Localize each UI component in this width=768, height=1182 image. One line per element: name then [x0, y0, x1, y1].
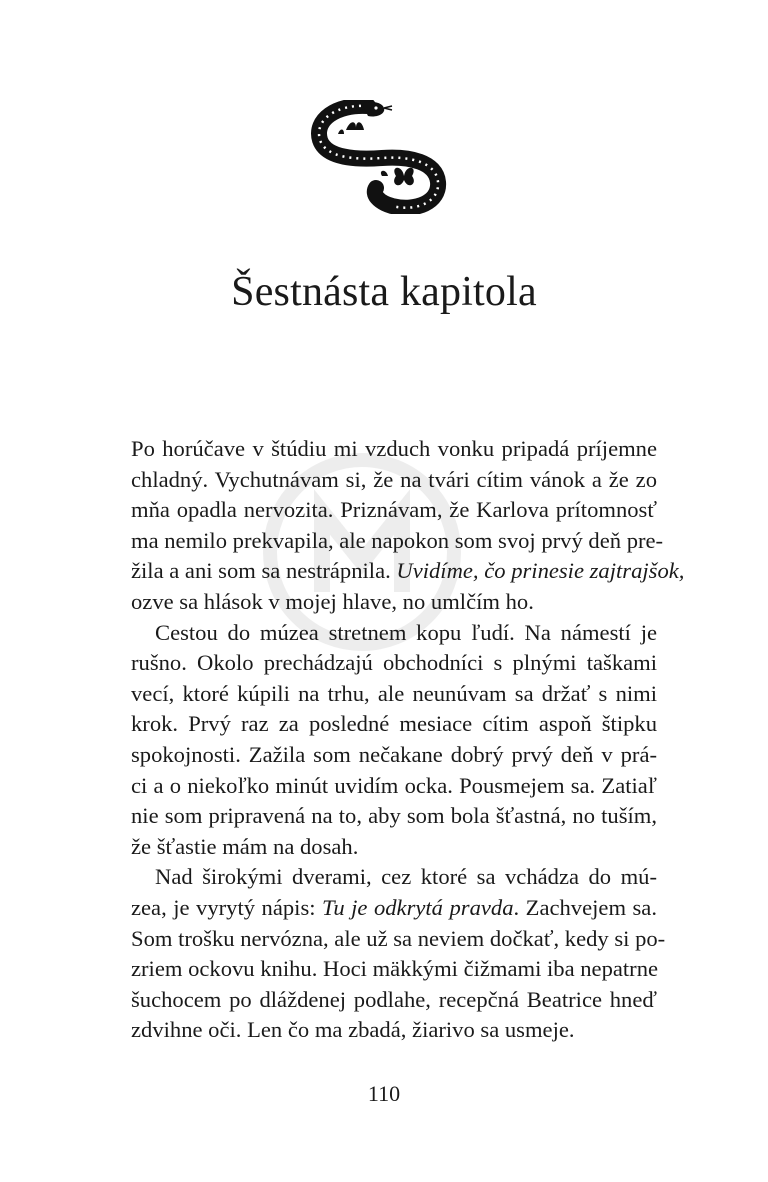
text-line — [131, 893, 657, 924]
text-line: nie som pripravená na to, aby som bola šťastná, no tuším, — [131, 803, 657, 829]
text-line: vecí, ktoré kúpili na trhu, ale neunúvam sa držať s nimi — [131, 680, 657, 706]
text-line: ozve sa hlások v mojej hlave, no umlčím ho. — [131, 588, 534, 614]
text-line: ci a o niekoľko minút uvidím ocka. Pousmejem sa. Zatiaľ — [131, 772, 657, 798]
text-line: rušno. Okolo prechádzajú obchodníci s plnými taškami — [131, 650, 657, 676]
paragraph — [131, 434, 685, 618]
text-line: krok. Prvý raz za posledné mesiace cítim aspoň štipku — [131, 711, 657, 737]
chapter-body — [131, 434, 685, 1046]
text-line: zdvihne oči. Len čo ma zbadá, žiarivo sa usmeje. — [131, 1017, 575, 1043]
chapter-title: Šestnásta kapitola — [231, 269, 537, 315]
text-line: šuchocem po dláždenej podlahe, recepčná Beatrice hneď — [131, 986, 657, 1012]
text-line — [131, 862, 657, 893]
text-line: Som trošku nervózna, ale už sa neviem dočkať, kedy si po- — [131, 925, 666, 951]
page-number: 110 — [367, 1081, 401, 1106]
text-line — [131, 556, 685, 587]
snake-ornament-icon — [306, 100, 460, 214]
text-line: spokojnosti. Zažila som nečakane dobrý prvý deň v prá- — [131, 741, 657, 767]
text-line: Po horúčave v štúdiu mi vzduch vonku pripadá príjemne — [131, 436, 657, 461]
text-line — [131, 618, 657, 649]
text-run: zea, je vyrytý nápis: — [131, 894, 323, 920]
text-line: ma nemilo prekvapila, ale napokon som svoj prvý deň pre- — [131, 527, 664, 553]
text-run: Cestou do múzea stretnem kopu ľudí. Na námestí je — [155, 619, 657, 645]
paragraph — [131, 618, 657, 863]
italic-phrase: Uvidíme, čo prinesie zajtrajšok, — [396, 558, 685, 584]
text-line: že šťastie mám na dosah. — [131, 833, 359, 859]
text-line: mňa opadla nervozita. Priznávam, že Karlova prítomnosť — [131, 497, 657, 523]
text-line: zriem ockovu knihu. Hoci mäkkými čižmami iba nepatrne — [131, 956, 659, 982]
text-run: Nad širokými dverami, cez ktoré sa vchádza do mú- — [155, 864, 657, 890]
paragraph — [131, 862, 666, 1046]
text-line: chladný. Vychutnávam si, že na tvári cítim vánok a že zo — [131, 466, 657, 492]
text-run: . Zachvejem sa. — [513, 894, 657, 920]
text-run: žila a ani som sa nestrápnila. — [131, 558, 397, 584]
italic-phrase: Tu je odkrytá pravda — [322, 894, 514, 920]
